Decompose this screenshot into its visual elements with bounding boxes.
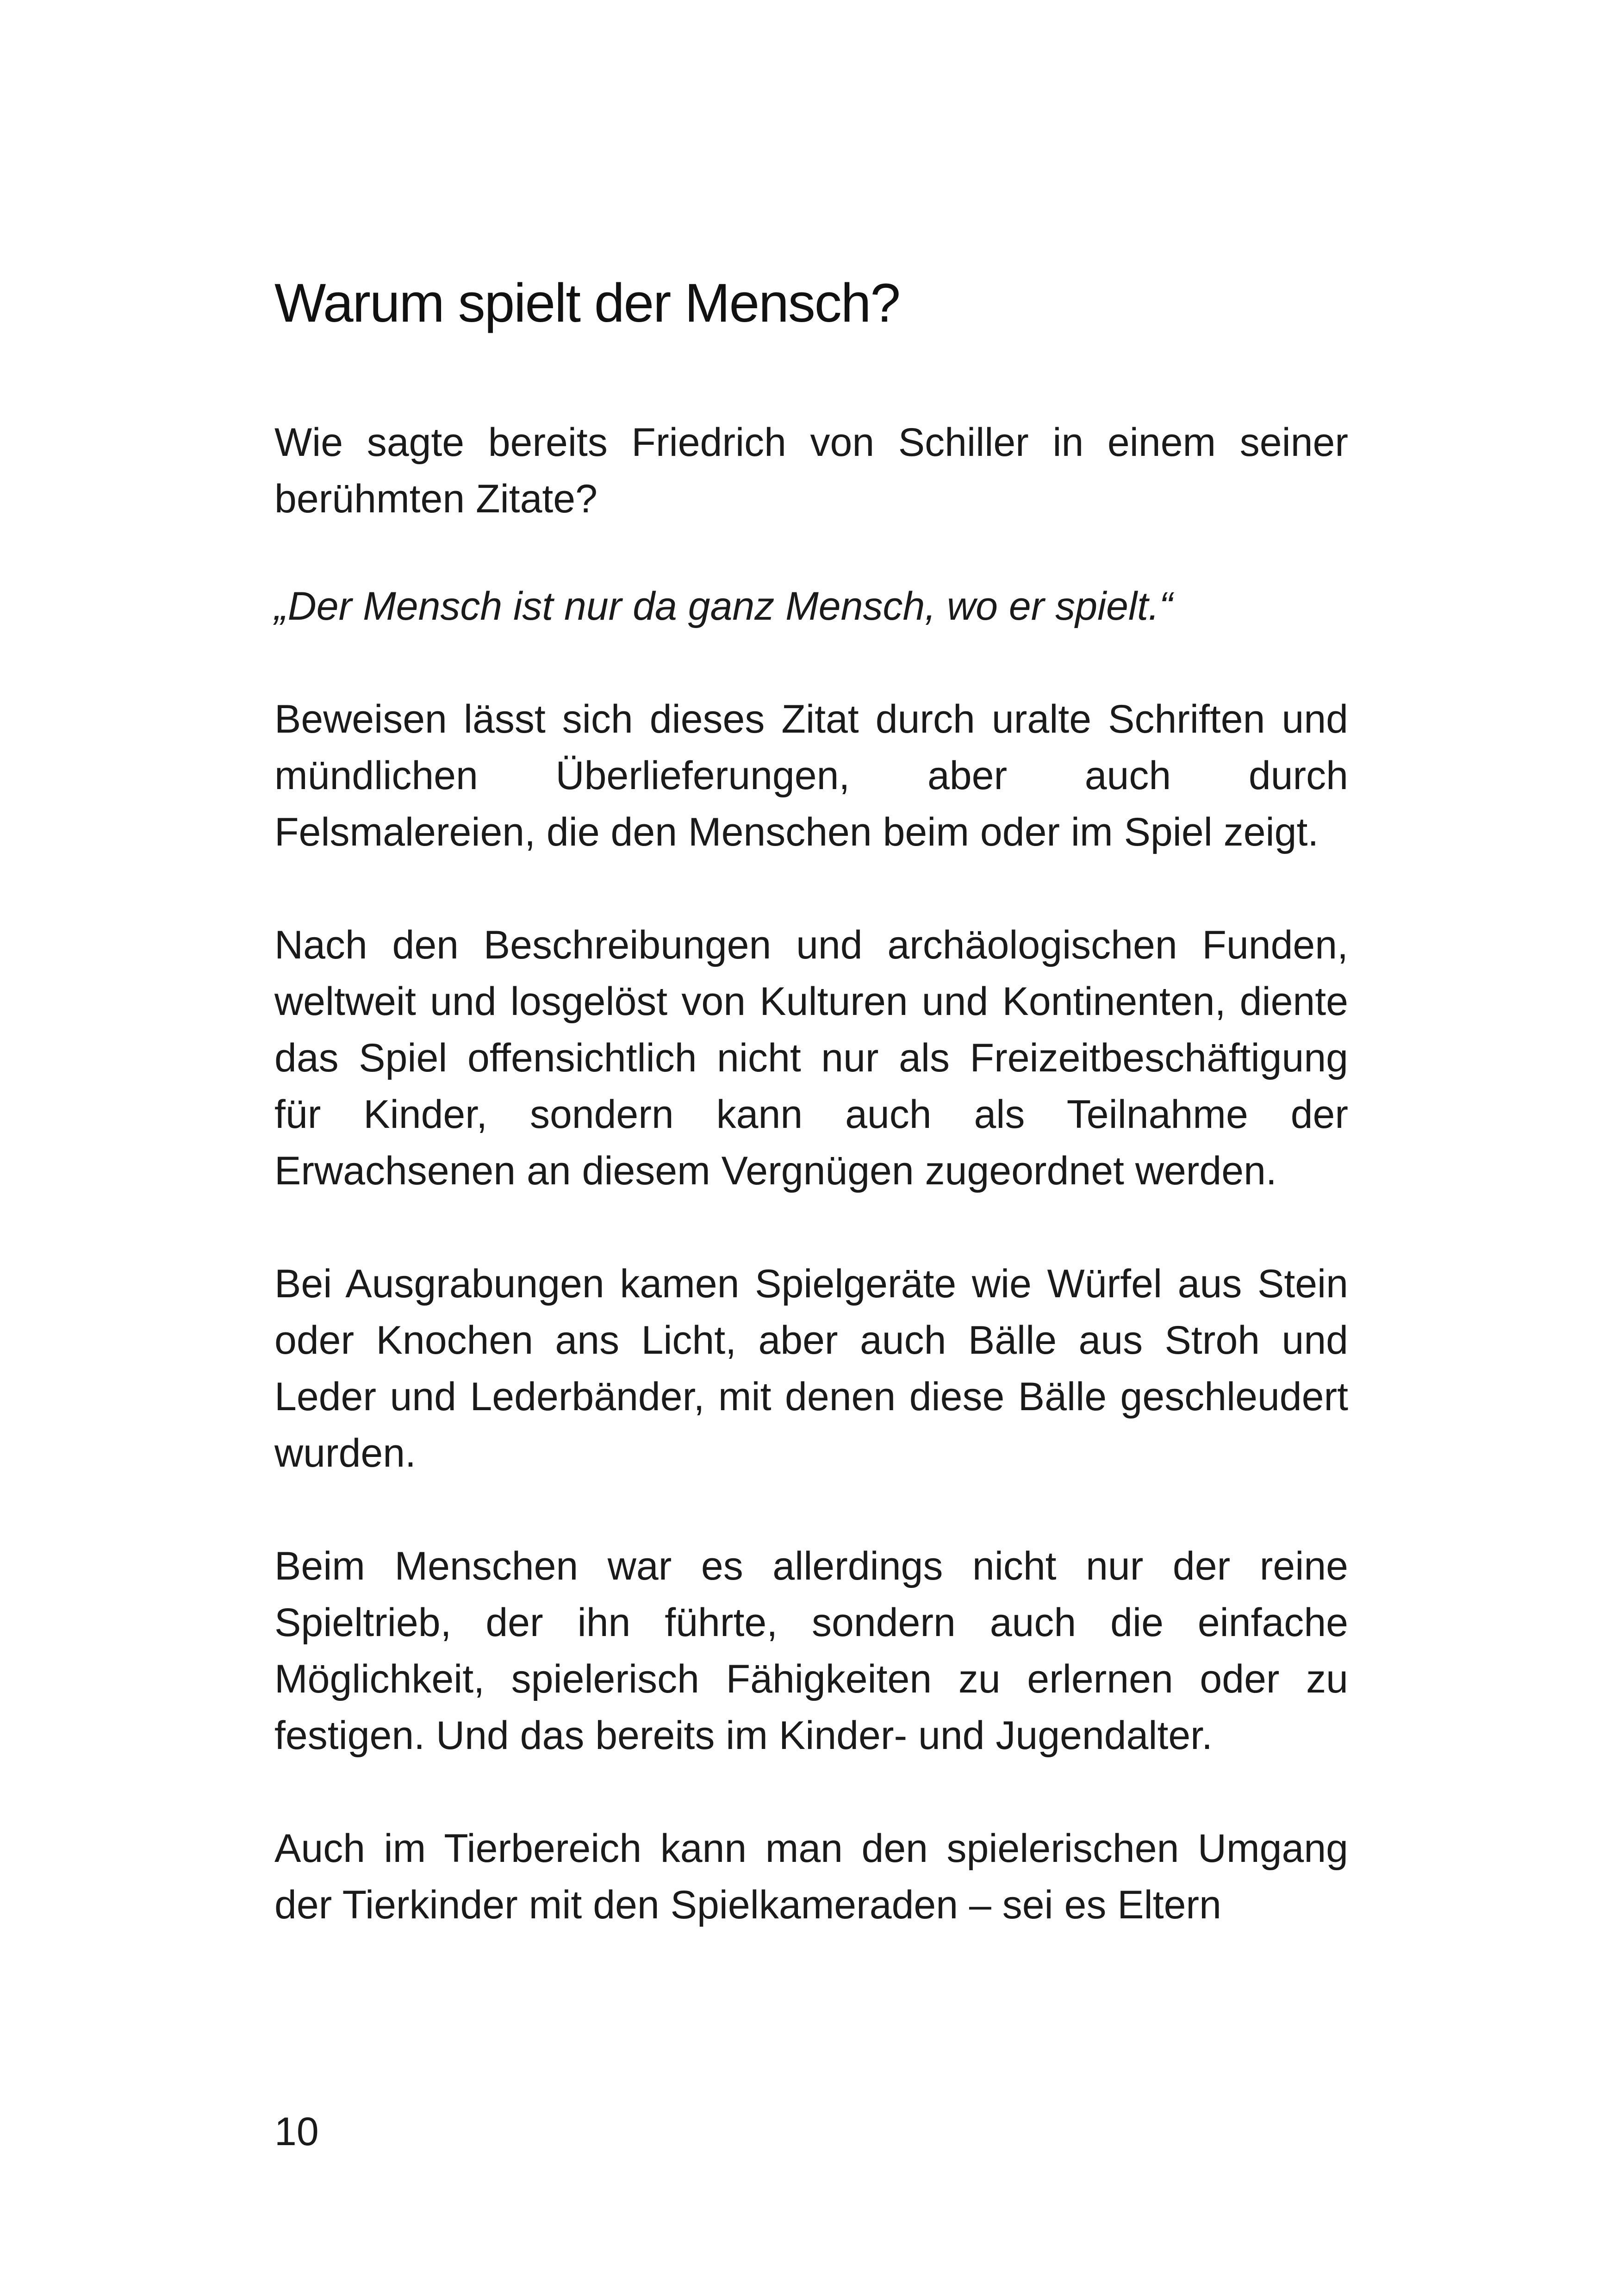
paragraph-intro: Wie sagte bereits Friedrich von Schiller in einem seiner berühmten Zitate?: [274, 420, 1348, 521]
schiller-quote: „Der Mensch ist nur da ganz Mensch, wo er spielt.“: [274, 584, 1173, 628]
page-number: 10: [274, 2109, 319, 2154]
paragraph-play-instinct: Beim Menschen war es allerdings nicht nur der reine Spieltrieb, der ihn führte, sondern auch die einfache Möglichkeit, spielerisch Fähigkeiten zu erlernen oder zu festigen. Und das bereits im Kinder- und Jugendalter.: [274, 1543, 1348, 1758]
paragraph-evidence: Beweisen lässt sich dieses Zitat durch uralte Schriften und mündlichen Überlieferungen, aber auch durch Felsmalereien, die den Menschen beim oder im Spiel zeigt.: [274, 697, 1348, 854]
paragraph-animals: Auch im Tierbereich kann man den spielerischen Umgang der Tierkinder mit den Spielkameraden – sei es Eltern: [274, 1826, 1348, 1927]
paragraph-excavations: Bei Ausgrabungen kamen Spielgeräte wie Würfel aus Stein oder Knochen ans Licht, aber auch Bälle aus Stroh und Leder und Lederbänder, mit denen diese Bälle geschleudert wurden.: [274, 1261, 1348, 1475]
paragraph-findings: Nach den Beschreibungen und archäologischen Funden, weltweit und losgelöst von Kulturen und Kontinenten, diente das Spiel offensichtlich nicht nur als Freizeitbeschäftigung für Kinder, sondern kann auch als Teilnahme der Erwachsenen an diesem Vergnügen zugeordnet werden.: [274, 922, 1348, 1193]
page-content: [274, 271, 1348, 1933]
chapter-heading: Warum spielt der Mensch?: [274, 273, 900, 334]
